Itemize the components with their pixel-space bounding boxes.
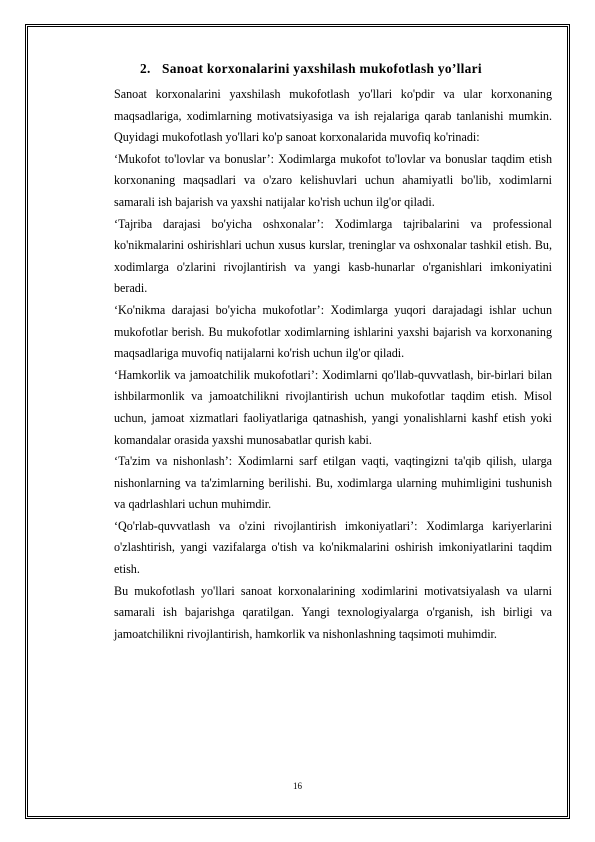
paragraph-cooperation: ‘Hamkorlik va jamoatchilik mukofotlari’: Xodimlarni qo'llab-quvvatlash, bir-birlari bilan ishbilarmonlik va jamoatchilikni rivojlantirish uchun mukofotlar taqdim etish. Misol uchun, jamoat xizmatlari faoliyatlariga qatnashish, yangi yonalishlarni kashf etish yoki komandalar orasida yaxshi munosabatlar qurish kabi.	[114, 367, 552, 447]
section-number: 2.	[140, 61, 151, 76]
paragraph-skill-rewards: ‘Ko'nikma darajasi bo'yicha mukofotlar’: Xodimlarga yuqori darajadagi ishlar uchun mukofotlar berish. Bu mukofotlar xodimlarning ishlarini yaxshi bajarish va korxonaning maqsadlariga muvofiq natijalarni ko'rish uchun ilg'or qiladi.	[114, 302, 552, 361]
section-heading	[114, 58, 552, 80]
document-body	[114, 58, 552, 645]
paragraph-development: ‘Qo'rlab-quvvatlash va o'zini rivojlantirish imkoniyatlari’: Xodimlarga kariyerlarini o'zlashtirish, yangi vazifalarga o'tish va ko'nikmalarini oshirish imkoniyatlarini taqdim etish.	[114, 518, 552, 577]
paragraph-intro: Sanoat korxonalarini yaxshilash mukofotlash yo'llari ko'pdir va ular korxonaning maqsadlariga, xodimlarning motivatsiyasiga va ish rejalariga qarab tanlanishi mumkin. Quyidagi mukofotlash yo'llari ko'p sanoat korxonalarida muvofiq ko'rinadi:	[114, 87, 552, 145]
paragraph-recognition: ‘Ta'zim va nishonlash’: Xodimlarni sarf etilgan vaqti, vaqtingizni ta'qib qilish, ularga nishonlarning va ta'zimlarning berilishi. Bu, xodimlarga ularning muhimligini tushunish va qadrlashlari uchun muhimdir.	[114, 454, 552, 512]
paragraph-conclusion: Bu mukofotlash yo'llari sanoat korxonalarining xodimlarini motivatsiyalash va ularni samarali ish bajarishga qaratilgan. Yangi texnologiyalarga o'rganish, ish birligi va jamoatchilikni rivojlantirish, hamkorlik va nishonlashning taqsimoti muhimdir.	[114, 583, 552, 641]
page-number: 16	[293, 781, 302, 791]
paragraph-bonuses: ‘Mukofot to'lovlar va bonuslar’: Xodimlarga mukofot to'lovlar va bonuslar taqdim etish korxonaning maqsadlari va o'zaro kelishuvlari uchun ahamiyatli bo'lib, xodimlarni samarali ish bajarish va yaxshi natijalar ko'rish uchun ilg'or qiladi.	[114, 151, 552, 209]
section-title: Sanoat korxonalarini yaxshilash mukofotlash yo’llari	[162, 61, 482, 76]
paragraph-experience: ‘Tajriba darajasi bo'yicha oshxonalar’: Xodimlarga tajribalarini va professional ko'nikmalarini oshirishlari uchun xusus kurslar, treninglar va oshxonalar tashkil etish. Bu, xodimlarga o'zlarini rivojlantirish va yangi kasb-hunarlar o'rganishlari imkoniyatini beradi.	[114, 216, 552, 296]
